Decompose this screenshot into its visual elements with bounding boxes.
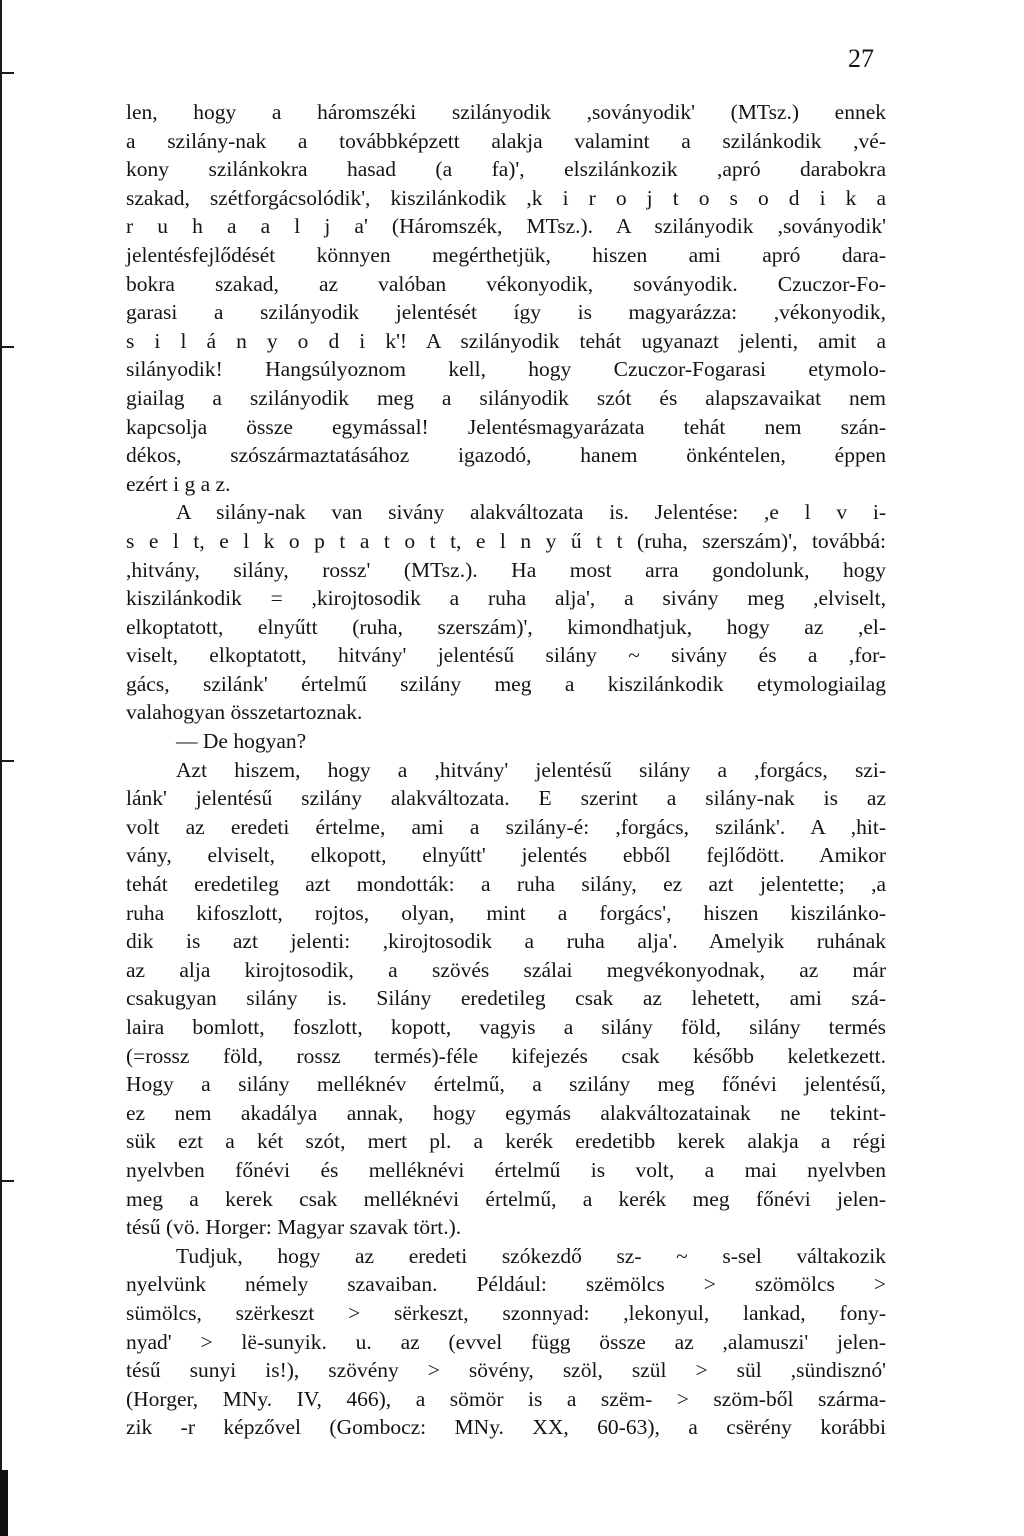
text-line: ,hitvány, silány, rossz' (MTsz.). Ha most arra gondolunk, hogy [126, 557, 886, 582]
text-line: s i l á n y o d i k'! A szilányodik tehát ugyanazt jelenti, amit a [126, 328, 886, 353]
text-line: tésű (vö. Horger: Magyar szavak tört.). [126, 1215, 462, 1240]
text-line: A silány-nak van sivány alakváltozata is. Jelentése: ,e l v i- [176, 500, 886, 525]
text-line: giailag a szilányodik meg a silányodik szót és alapszavaikat nem [126, 385, 886, 410]
text-line: a szilány-nak a továbbképzett alakja valamint a szilánkodik ,vé- [126, 128, 886, 153]
text-line: ruha kifoszlott, rojtos, olyan, mint a forgács', hiszen kiszilánko- [126, 900, 886, 925]
text-line: tésű sunyi is!), szövény > sövény, szöl, szül > sül ,sündisznó' [126, 1358, 886, 1383]
text-line: r u h a a l j a' (Háromszék, MTsz.). A szilányodik ,soványodik' [126, 214, 886, 239]
text-line: kapcsolja össze egymással! Jelentésmagyarázata tehát nem szán- [126, 414, 886, 439]
text-line: sük ezt a két szót, mert pl. a kerék eredetibb kerek alakja a régi [126, 1129, 886, 1154]
text-line: Tudjuk, hogy az eredeti szókezdő sz- ~ s-sel váltakozik [176, 1243, 886, 1268]
scan-mark [0, 760, 14, 762]
text-line: Hogy a silány melléknév értelmű, a szilány meg főnévi jelentésű, [126, 1072, 886, 1097]
scan-mark [0, 346, 14, 348]
text-line: dékos, szószármaztatásához igazodó, hanem önkéntelen, éppen [126, 443, 886, 468]
scan-mark [0, 1180, 14, 1182]
text-line: s e l t, e l k o p t a t o t t, e l n y ű t t (ruha, szerszám)', továbbá: [126, 528, 886, 553]
text-line: bokra szakad, az valóban vékonyodik, soványodik. Czuczor-Fo- [126, 271, 886, 296]
text-line: nyelvünk némely szavaiban. Például: szëmölcs > szömölcs > [126, 1272, 886, 1297]
page-number: 27 [848, 44, 874, 73]
scan-edge [0, 0, 4, 1536]
text-line: (Horger, MNy. IV, 466), a sömör is a szëm- > szöm-ből szárma- [126, 1386, 886, 1411]
text-line: garasi a szilányodik jelentését így is magyarázza: ,vékonyodik, [126, 300, 886, 325]
text-line: ez nem akadálya annak, hogy egymás alakváltozatainak ne tekint- [126, 1100, 886, 1125]
text-line: az alja kirojtosodik, a szövés szálai megvékonyodnak, az már [126, 957, 886, 982]
text-line: dik is azt jelenti: ,kirojtosodik a ruha alja'. Amelyik ruhának [126, 929, 886, 954]
text-line: kony szilánkokra hasad (a fa)', elszilánkozik ,apró darabokra [126, 157, 886, 182]
text-line: csakugyan silány is. Silány eredetileg csak az lehetett, ami szá- [126, 986, 886, 1011]
text-line: zik -r képzővel (Gombocz: MNy. XX, 60-63), a csërény korábbi [126, 1415, 886, 1440]
scan-mark [0, 72, 14, 74]
text-line: silányodik! Hangsúlyoznom kell, hogy Czuczor-Fogarasi etymolo- [126, 357, 886, 382]
text-line: vány, elviselt, elkopott, elnyűtt' jelentés ebből fejlődött. Amikor [126, 843, 886, 868]
text-line: kiszilánkodik = ,kirojtosodik a ruha alja', a sivány meg ,elviselt, [126, 586, 886, 611]
text-line: gács, szilánk' értelmű szilány meg a kiszilánkodik etymologiailag [126, 671, 886, 696]
text-line: szakad, szétforgácsolódik', kiszilánkodik ,k i r o j t o s o d i k a [126, 185, 886, 210]
text-line: Azt hiszem, hogy a ,hitvány' jelentésű silány a ,forgács, szi- [176, 757, 886, 782]
text-line: sümölcs, szërkeszt > sërkeszt, szonnyad: ,lekonyul, lankad, fony- [126, 1300, 886, 1325]
text-line: len, hogy a háromszéki szilányodik ,soványodik' (MTsz.) ennek [126, 100, 886, 124]
text-line: laira bomlott, foszlott, kopott, vagyis a silány föld, silány termés [126, 1015, 886, 1039]
text-line: (=rossz föld, rossz termés)-féle kifejezés csak később keletkezett. [126, 1043, 886, 1068]
text-line: elkoptatott, elnyűtt (ruha, szerszám)', kimondhatjuk, hogy az ,el- [126, 614, 886, 639]
text-line: volt az eredeti értelme, ami a szilány-é: ,forgács, szilánk'. A ,hit- [126, 814, 886, 839]
text-line: valahogyan összetartoznak. [126, 700, 363, 725]
text-line: ezért i g a z. [126, 471, 231, 496]
text-line: meg a kerek csak melléknévi értelmű, a kerék meg főnévi jelen- [126, 1186, 886, 1211]
text-line: nyelvben főnévi és melléknévi értelmű is volt, a mai nyelvben [126, 1157, 886, 1182]
text-line: — De hogyan? [176, 729, 307, 754]
text-line: nyad' > lë-sunyik. u. az (evvel függ össze az ,alamuszi' jelen- [126, 1329, 886, 1354]
text-column [126, 98, 886, 1442]
text-line: jelentésfejlődését könnyen megérthetjük, hiszen ami apró dara- [126, 242, 886, 267]
text-line: tehát eredetileg azt mondották: a ruha silány, ez azt jelentette; ,a [126, 872, 886, 897]
text-line: lánk' jelentésű szilány alakváltozata. E szerint a silány-nak is az [126, 786, 886, 811]
text-line: viselt, elkoptatott, hitvány' jelentésű silány ~ sivány és a ,for- [126, 643, 886, 668]
scan-mark [0, 1470, 8, 1536]
